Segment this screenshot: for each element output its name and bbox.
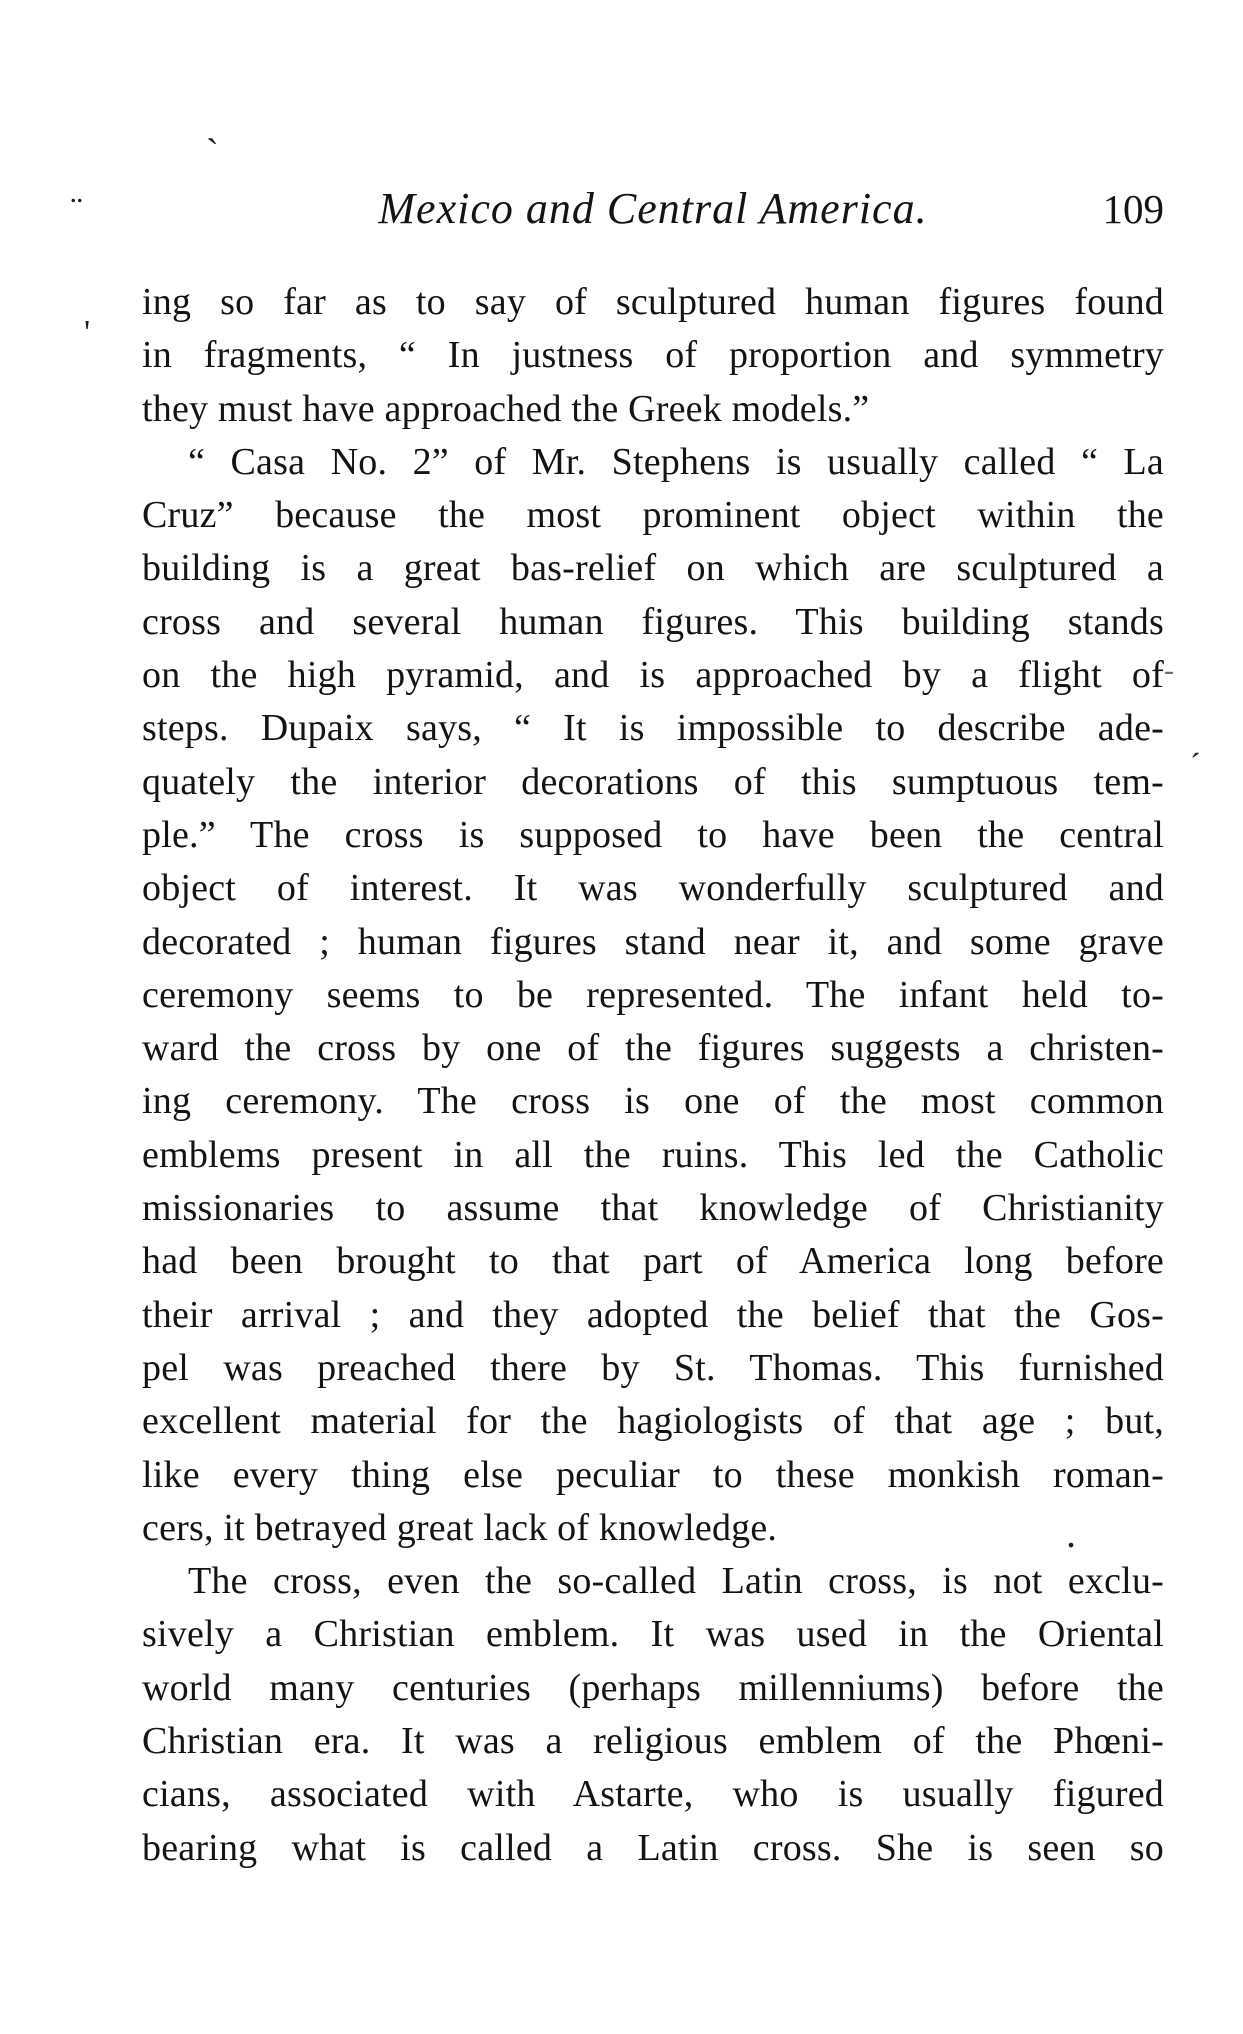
text-line: “ Casa No. 2” of Mr. Stephens is usually called “ La: [188, 440, 1164, 483]
text-line: like every thing else peculiar to these monkish roman-: [142, 1453, 1164, 1496]
text-line: The cross, even the so-called Latin cross, is not exclu-: [188, 1560, 1164, 1603]
text-line: excellent material for the hagiologists of that age ; but,: [142, 1400, 1164, 1443]
text-line: ward the cross by one of the figures suggests a christen-: [142, 1027, 1164, 1070]
text-line: their arrival ; and they adopted the belief that the Gos-: [142, 1293, 1164, 1336]
ink-speck-icon: -: [1164, 654, 1174, 687]
text-line: ceremony seems to be represented. The infant held to-: [142, 973, 1164, 1016]
text-line: they must have approached the Greek models.”: [142, 387, 870, 430]
ink-speck-icon: ˊ: [1190, 746, 1201, 782]
text-line: had been brought to that part of America long before: [142, 1240, 1164, 1283]
page-number: 109: [1102, 186, 1164, 232]
ink-speck-icon: .: [1066, 1511, 1076, 1556]
text-line: on the high pyramid, and is approached by a flight of: [142, 654, 1164, 697]
text-line: bearing what is called a Latin cross. She is seen so: [142, 1826, 1164, 1869]
text-line: Christian era. It was a religious emblem of the Phœni-: [142, 1720, 1164, 1763]
ink-speck-icon: ': [84, 314, 91, 351]
page-header: [142, 184, 1164, 240]
text-line: building is a great bas-relief on which are sculptured a: [142, 547, 1164, 590]
text-line: in fragments, “ In justness of proportion and symmetry: [142, 334, 1164, 377]
text-line: ple.” The cross is supposed to have been the central: [142, 813, 1164, 856]
text-line: cross and several human figures. This building stands: [142, 600, 1164, 643]
text-line: steps. Dupaix says, “ It is impossible to describe ade-: [142, 707, 1164, 750]
text-line: object of interest. It was wonderfully sculptured and: [142, 867, 1164, 910]
text-line: cers, it betrayed great lack of knowledge.: [142, 1506, 778, 1549]
text-line: sively a Christian emblem. It was used in the Oriental: [142, 1613, 1164, 1656]
body-text: [142, 276, 1164, 1875]
ink-speck-icon: `: [206, 132, 219, 174]
text-line: missionaries to assume that knowledge of Christianity: [142, 1187, 1164, 1230]
text-line: Cruz” because the most prominent object within the: [142, 494, 1164, 537]
text-line: decorated ; human figures stand near it, and some grave: [142, 920, 1164, 963]
text-line: ing so far as to say of sculptured human figures found: [142, 281, 1164, 323]
running-head: Mexico and Central America.: [378, 184, 928, 233]
text-line: world many centuries (perhaps millenniums) before the: [142, 1666, 1164, 1709]
text-line: pel was preached there by St. Thomas. This furnished: [142, 1346, 1164, 1389]
text-line: quately the interior decorations of this sumptuous tem-: [142, 760, 1164, 803]
text-line: cians, associated with Astarte, who is usually figured: [142, 1773, 1164, 1816]
text-line: ing ceremony. The cross is one of the most common: [142, 1080, 1164, 1123]
text-line: emblems present in all the ruins. This led the Catholic: [142, 1133, 1164, 1176]
